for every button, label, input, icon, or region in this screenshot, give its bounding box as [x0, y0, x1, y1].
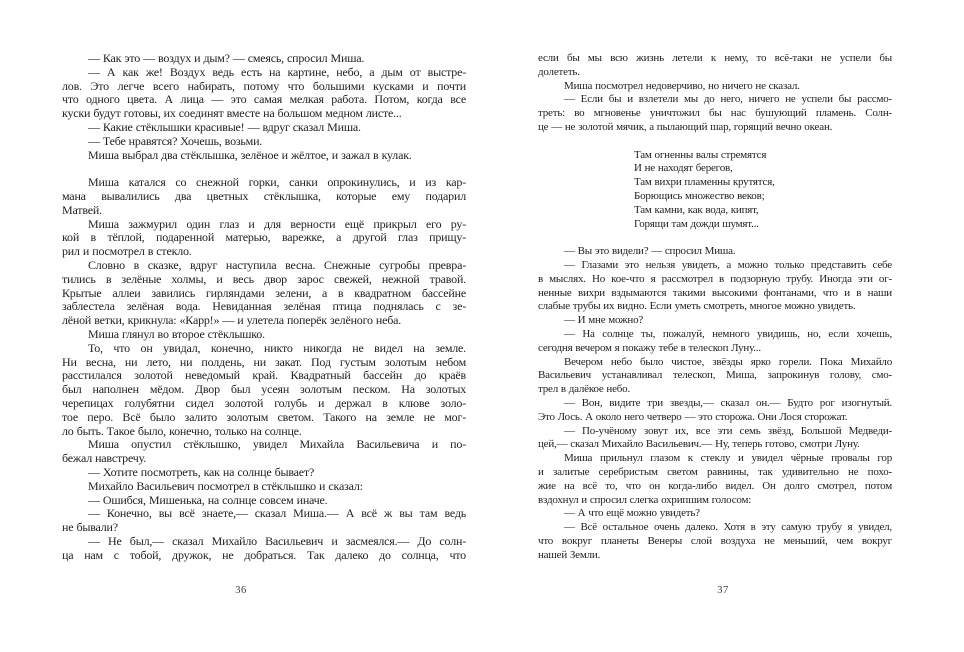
text-line: треть: во мгновенье уничтожил бы нас бушующий пламень. Солн- — [538, 107, 892, 120]
paragraph — [62, 66, 466, 121]
text-line: лов. Это легче всего набирать, потому что большими кусками и почти — [62, 79, 466, 93]
paragraph — [538, 452, 892, 507]
text-line: Миша глянул во второе стёклышко. — [88, 327, 265, 341]
text-line: Вечером небо было чистое, звёзды ярко горели. Пока Михайло — [564, 355, 892, 368]
text-line: рил и посмотрел в стекло. — [62, 245, 192, 259]
text-line: це — не золотой мячик, а пылающий шар, горящий вечно океан. — [538, 120, 833, 133]
text-line: если бы мы всю жизнь летели к нему, то всё-таки не успели бы — [538, 52, 892, 64]
paragraph — [62, 494, 466, 508]
text-line: ца нам с тобой, дружок, не добраться. Так далеко до солнца, что — [62, 548, 466, 562]
text-line: Там вихри пламенны крутятся, — [634, 176, 775, 189]
text-line: Миша выбрал два стёклышка, зелёное и жёлтое, и зажал в кулак. — [88, 148, 412, 162]
page-number-left: 36 — [235, 585, 247, 596]
paragraph — [62, 121, 466, 135]
text-line: сегодня вечером я покажу тебе в телескоп Луну... — [538, 341, 761, 354]
text-line: — На солнце ты, пожалуй, немного увидишь, но, если хочешь, — [564, 327, 892, 340]
paragraph — [62, 149, 466, 163]
text-line: — Глазами это нельзя увидеть, а можно только представить себе — [564, 258, 892, 271]
text-line: — Какие стёклышки красивые! — вдруг сказал Миша. — [88, 120, 361, 134]
text-line: бежал навстречу. — [62, 452, 147, 466]
text-line: — Не был,— сказал Михайло Васильевич и засмеялся.— До солн- — [88, 534, 466, 548]
text-line: что одного цвета. А лица — это самая мелкая работа. Потом, когда все — [62, 93, 466, 107]
paragraph — [538, 521, 892, 562]
text-line: И не находят берегов, — [634, 162, 733, 175]
text-line: То, что он увидал, конечно, никто никогда не видел на земле. — [88, 341, 466, 355]
text-line: Там огненны валы стремятся — [634, 148, 767, 161]
text-line: ло быть. Такое было, конечно, только на солнце. — [62, 424, 302, 438]
text-line: — Тебе нравятся? Хочешь, возьми. — [88, 134, 263, 148]
page-right — [482, 0, 964, 652]
text-line: куски будут готовы, их соединят вместе на большом медном листе... — [62, 107, 402, 121]
text-line: Ни весна, ни лето, ни полдень, ни закат. Под густым золотым небом — [62, 355, 466, 369]
text-line: мана вывалились два цветных стёклышка, которые ему подарил — [62, 189, 466, 203]
text-line: тое перо. Всё было залито золотым светом. Такого на земле не мог- — [62, 410, 466, 424]
paragraph — [62, 176, 466, 217]
section-gap — [538, 135, 892, 149]
page-number-right: 37 — [717, 585, 729, 596]
text-line: Крытые аллеи завились гирляндами зелени, а в квадратном бассейне — [62, 286, 466, 300]
text-line: Это Лось. А около него четверо — это сторожа. Они Лося сторожат. — [538, 410, 848, 423]
text-line: трел в далёкое небо. — [538, 383, 631, 396]
text-line: не бывали? — [62, 521, 118, 535]
paragraph — [62, 52, 466, 66]
text-line: — Хотите посмотреть, как на солнце бывает? — [88, 465, 315, 479]
text-line: тились в зелёные холмы, и весь двор зарос свежей, нежной травой. — [62, 272, 466, 286]
paragraph — [62, 507, 466, 535]
verse-block — [538, 149, 892, 232]
paragraph — [538, 245, 892, 259]
section-gap — [62, 162, 466, 176]
text-line: Матвей. — [62, 203, 102, 217]
text-line: Словно в сказке, вдруг наступила весна. Снежные сугробы превра- — [88, 258, 466, 272]
text-line: Миша катался со снежной горки, санки опрокинулись, и из кар- — [88, 176, 466, 190]
text-line: Там камни, как вода, кипят, — [634, 203, 759, 216]
page-right-text — [538, 52, 892, 562]
paragraph — [62, 466, 466, 480]
paragraph — [62, 259, 466, 328]
text-line: — Вы это видели? — спросил Миша. — [564, 245, 736, 258]
text-line: Миша прильнул глазом к стеклу и увидел чёрные провалы гор — [564, 452, 892, 465]
text-line: Миша опустил стёклышко, увидел Михайла Васильевича и по- — [88, 438, 466, 452]
text-line: Миша посмотрел недоверчиво, но ничего не сказал. — [564, 79, 800, 92]
text-line: — Как это — воздух и дым? — смеясь, спросил Миша. — [88, 52, 365, 65]
paragraph — [538, 356, 892, 397]
paragraph — [62, 218, 466, 259]
paragraph — [538, 507, 892, 521]
text-line: — И мне можно? — [564, 314, 644, 327]
text-line: Горящи там дожди шумят... — [634, 217, 759, 230]
paragraph — [538, 80, 892, 94]
text-line: кой в тёплой, подаренной матерью, варежке, а другой глаз прищу- — [62, 231, 466, 245]
text-line: и залитые серебристым светом равнины, так удивительно не похо- — [538, 465, 892, 478]
text-line: вздохнул и спросил слегка охрипшим голосом: — [538, 493, 752, 506]
text-line: Васильевич устанавливал телескоп, Миша, запрокинув голову, смо- — [538, 369, 892, 382]
paragraph — [538, 328, 892, 356]
paragraph — [62, 535, 466, 563]
text-line: что вокруг планеты Венеры слой воздуха не меньший, чем вокруг — [538, 534, 892, 547]
section-gap — [538, 231, 892, 245]
text-line: Михайло Васильевич посмотрел в стёклышко и сказал: — [88, 479, 363, 493]
text-line: был наполнен мёдом. Двор был усеян золотым песком. На золотых — [62, 383, 466, 397]
text-line: ненные вихри вздымаются такими высокими фонтанами, что и в наши — [538, 286, 892, 299]
text-line: — Конечно, вы всё знаете,— сказал Миша.— А всё ж вы там ведь — [88, 507, 466, 521]
text-line: слабые трубы их видно. Если уметь смотреть, многое можно увидеть. — [538, 300, 856, 313]
text-line: долететь. — [538, 65, 580, 78]
paragraph — [62, 328, 466, 342]
text-line: — По-учёному зовут их, все эти семь звёзд, Большой Медведи- — [564, 424, 892, 437]
paragraph — [538, 93, 892, 134]
text-line: расстилался золотой неведомый край. Квадратный бассейн до краёв — [62, 369, 466, 383]
text-line: нашей Земли. — [538, 548, 601, 561]
paragraph — [538, 314, 892, 328]
text-line: лёной ветки, крикнула: «Карр!» — и улетела поперёк зелёного неба. — [62, 314, 402, 328]
paragraph — [62, 135, 466, 149]
text-line: заблестела зелёная вода. Невиданная зелёная птица поднялась с зе- — [62, 300, 466, 314]
paragraph — [538, 397, 892, 425]
text-line: цей,— сказал Михайло Васильевич.— Ну, теперь готово, смотри Луну. — [538, 438, 860, 451]
text-line: — Ошибся, Мишенька, на солнце совсем иначе. — [88, 493, 328, 507]
paragraph — [538, 259, 892, 314]
text-line: — Вон, видите три звезды,— сказал он.— Будто рог изогнутый. — [564, 396, 892, 409]
paragraph — [62, 480, 466, 494]
text-line: в мыслях. Но кое-что я рассмотрел в подзорную трубу. Иногда эти ог- — [538, 272, 892, 285]
text-line: — Если бы и взлетели мы до него, ничего не успели бы рассмо- — [564, 93, 892, 106]
paragraph — [62, 342, 466, 439]
text-line: — А что ещё можно увидеть? — [564, 507, 700, 520]
text-line: черепицах голубятни сидел золотой голубь и держал в клюве золо- — [62, 396, 466, 410]
text-line: — Всё остальное очень далеко. Хотя в эту самую трубу я увидел, — [564, 521, 892, 534]
text-line: Борющись множество веков; — [634, 189, 765, 202]
paragraph — [62, 438, 466, 466]
text-line: — А как же! Воздух ведь есть на картине, небо, а дым от выстре- — [88, 65, 466, 79]
paragraph — [538, 52, 892, 80]
text-line: жие на всё то, что он когда-либо видел. Он долго смотрел, потом — [538, 479, 892, 492]
text-line: Миша зажмурил один глаз и для верности ещё прикрыл его ру- — [88, 217, 466, 231]
page-left-text — [62, 52, 466, 562]
paragraph — [538, 425, 892, 453]
